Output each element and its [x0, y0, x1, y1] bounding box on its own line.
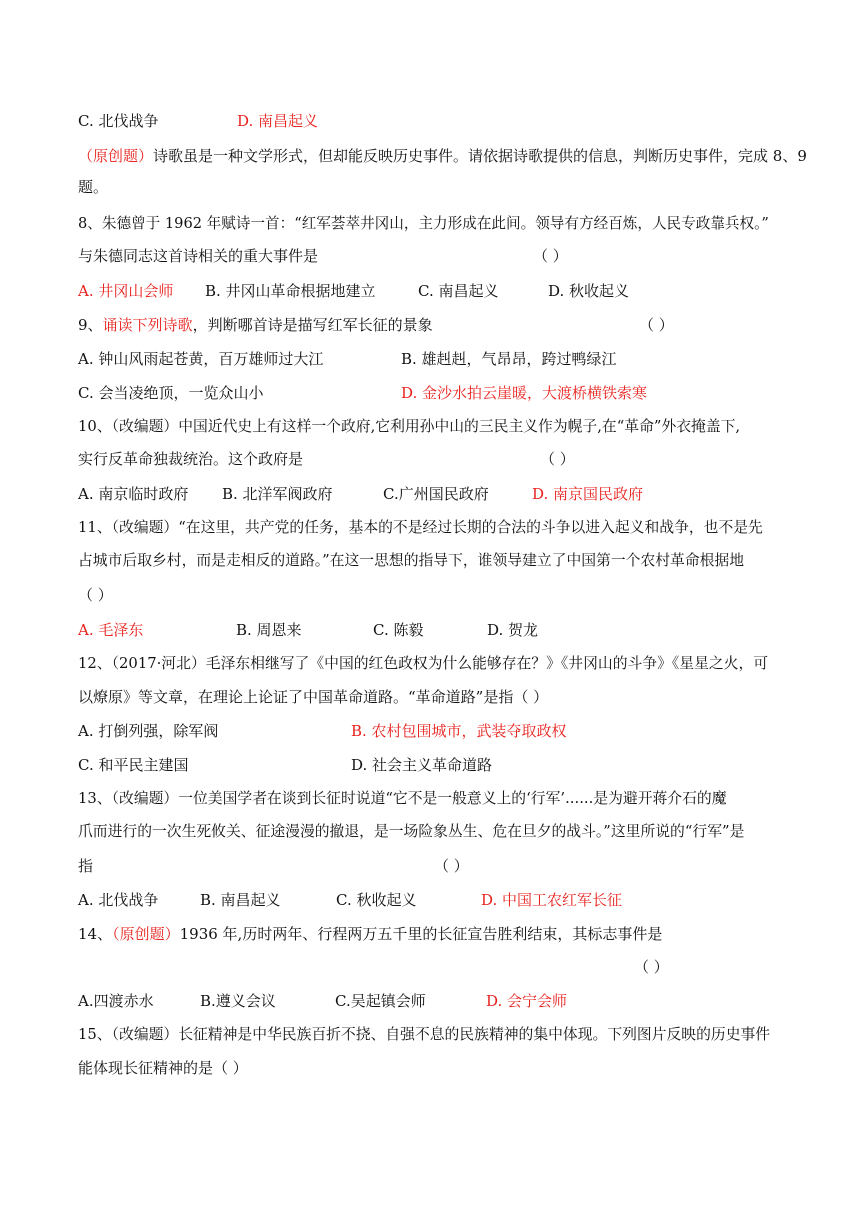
q8-option-a-answer: A. 井冈山会师 [78, 282, 174, 300]
q8-option-d: D. 秋收起义 [548, 282, 630, 300]
q12-stem-line-2: 以燎原》等文章，在理论上论证了中国革命道路。“革命道路”是指（ ） [78, 688, 549, 706]
q13-option-a: A. 北伐战争 [78, 891, 159, 909]
q8-option-c: C. 南昌起义 [418, 282, 499, 300]
q10-option-b: B. 北洋军阀政府 [222, 485, 333, 503]
q10-answer-paren: （ ） [540, 450, 575, 468]
q14-option-c: C.吴起镇会师 [335, 992, 426, 1010]
q10-option-d-answer: D. 南京国民政府 [532, 485, 644, 503]
q10-stem-line-1: 10、（改编题）中国近代史上有这样一个政府,它利用孙中山的三民主义作为幌子,在“革命”外衣掩盖下, [78, 418, 741, 435]
q11-answer-paren: （ ） [78, 586, 113, 604]
q13-answer-paren: （ ） [434, 857, 469, 875]
q11-option-d: D. 贺龙 [487, 621, 539, 639]
q13-stem-line-1: 13、（改编题）一位美国学者在谈到长征时说道“它不是一般意义上的‘行军’......是为避开蒋介石的魔 [78, 790, 727, 807]
q10-option-a: A. 南京临时政府 [78, 485, 189, 503]
q13-option-c: C. 秋收起义 [336, 891, 417, 909]
q9-option-d-answer: D. 金沙水拍云崖暖，大渡桥横铁索寒 [401, 384, 648, 402]
q9-stem: 9、诵读下列诗歌，判断哪首诗是描写红军长征的景象 [78, 316, 433, 334]
q9-option-c: C. 会当凌绝顶，一览众山小 [78, 384, 264, 402]
q14-answer-paren: （ ） [634, 958, 669, 976]
q11-option-c: C. 陈毅 [373, 621, 424, 639]
q12-option-b-answer: B. 农村包围城市，武装夺取政权 [351, 722, 567, 740]
q9-answer-paren: （ ） [639, 316, 674, 334]
q11-stem-line-2: 占城市后取乡村，而是走相反的道路。”在这一思想的指导下，谁领导建立了中国第一个农村革命根据地 [78, 552, 745, 569]
q9-option-b: B. 雄赳赳，气昂昂，跨过鸭绿江 [401, 350, 617, 368]
q10-stem-line-2: 实行反革命独裁统治。这个政府是 [78, 450, 304, 468]
q15-stem-line-1: 15、（改编题）长征精神是中华民族百折不挠、自强不息的民族精神的集中体现。下列图片反映的历史事件 [78, 1026, 771, 1043]
q13-stem-line-3: 指 [78, 857, 94, 875]
q8-answer-paren: （ ） [533, 247, 568, 265]
q8-option-b: B. 井冈山革命根据地建立 [205, 282, 376, 300]
original-tag: （原创题） [78, 147, 154, 165]
q13-option-d-answer: D. 中国工农红军长征 [481, 891, 623, 909]
intro-line-1: （原创题）诗歌虽是一种文学形式，但却能反映历史事件。请依据诗歌提供的信息，判断历史事件，完成 8、9 [78, 147, 807, 165]
q11-stem-line-1: 11、（改编题）“在这里，共产党的任务，基本的不是经过长期的合法的斗争以进入起义和战争，也不是先 [78, 519, 763, 536]
q14-option-b: B.遵义会议 [200, 992, 276, 1010]
intro-line-2: 题。 [78, 178, 109, 196]
q12-stem-line-1: 12、（2017·河北）毛泽东相继写了《中国的红色政权为什么能够存在？》《井冈山的斗争》《星星之火，可 [78, 655, 769, 672]
q11-option-b: B. 周恩来 [236, 621, 302, 639]
q12-option-c: C. 和平民主建国 [78, 756, 189, 774]
q12-option-a: A. 打倒列强，除军阀 [78, 722, 219, 740]
q8-stem-line-1: 8、朱德曾于 1962 年赋诗一首：“红军荟萃井冈山，主力形成在此间。领导有方经百炼，人民专政靠兵权。” [78, 215, 769, 232]
q15-stem-line-2: 能体现长征精神的是（ ） [78, 1059, 248, 1077]
q14-option-d-answer: D. 会宁会师 [486, 992, 568, 1010]
q7-option-d-answer: D. 南昌起义 [237, 112, 319, 130]
q14-option-a: A.四渡赤水 [78, 992, 154, 1010]
q10-option-c: C.广州国民政府 [383, 485, 489, 503]
q7-option-c: C. 北伐战争 [78, 112, 159, 130]
q9-option-a: A. 钟山风雨起苍黄，百万雄师过大江 [78, 350, 324, 368]
q11-option-a-answer: A. 毛泽东 [78, 621, 144, 639]
q13-stem-line-2: 爪而进行的一次生死攸关、征途漫漫的撤退，是一场险象丛生、危在旦夕的战斗。”这里所说的“行军”是 [78, 823, 745, 840]
q8-stem-line-2: 与朱德同志这首诗相关的重大事件是 [78, 247, 319, 265]
original-tag: （原创题） [112, 925, 180, 943]
q13-option-b: B. 南昌起义 [200, 891, 281, 909]
q12-option-d: D. 社会主义革命道路 [351, 756, 493, 774]
q14-stem: 14、（原创题）1936 年,历时两年、行程两万五千里的长征宣告胜利结束，其标志事件是 [78, 925, 663, 943]
